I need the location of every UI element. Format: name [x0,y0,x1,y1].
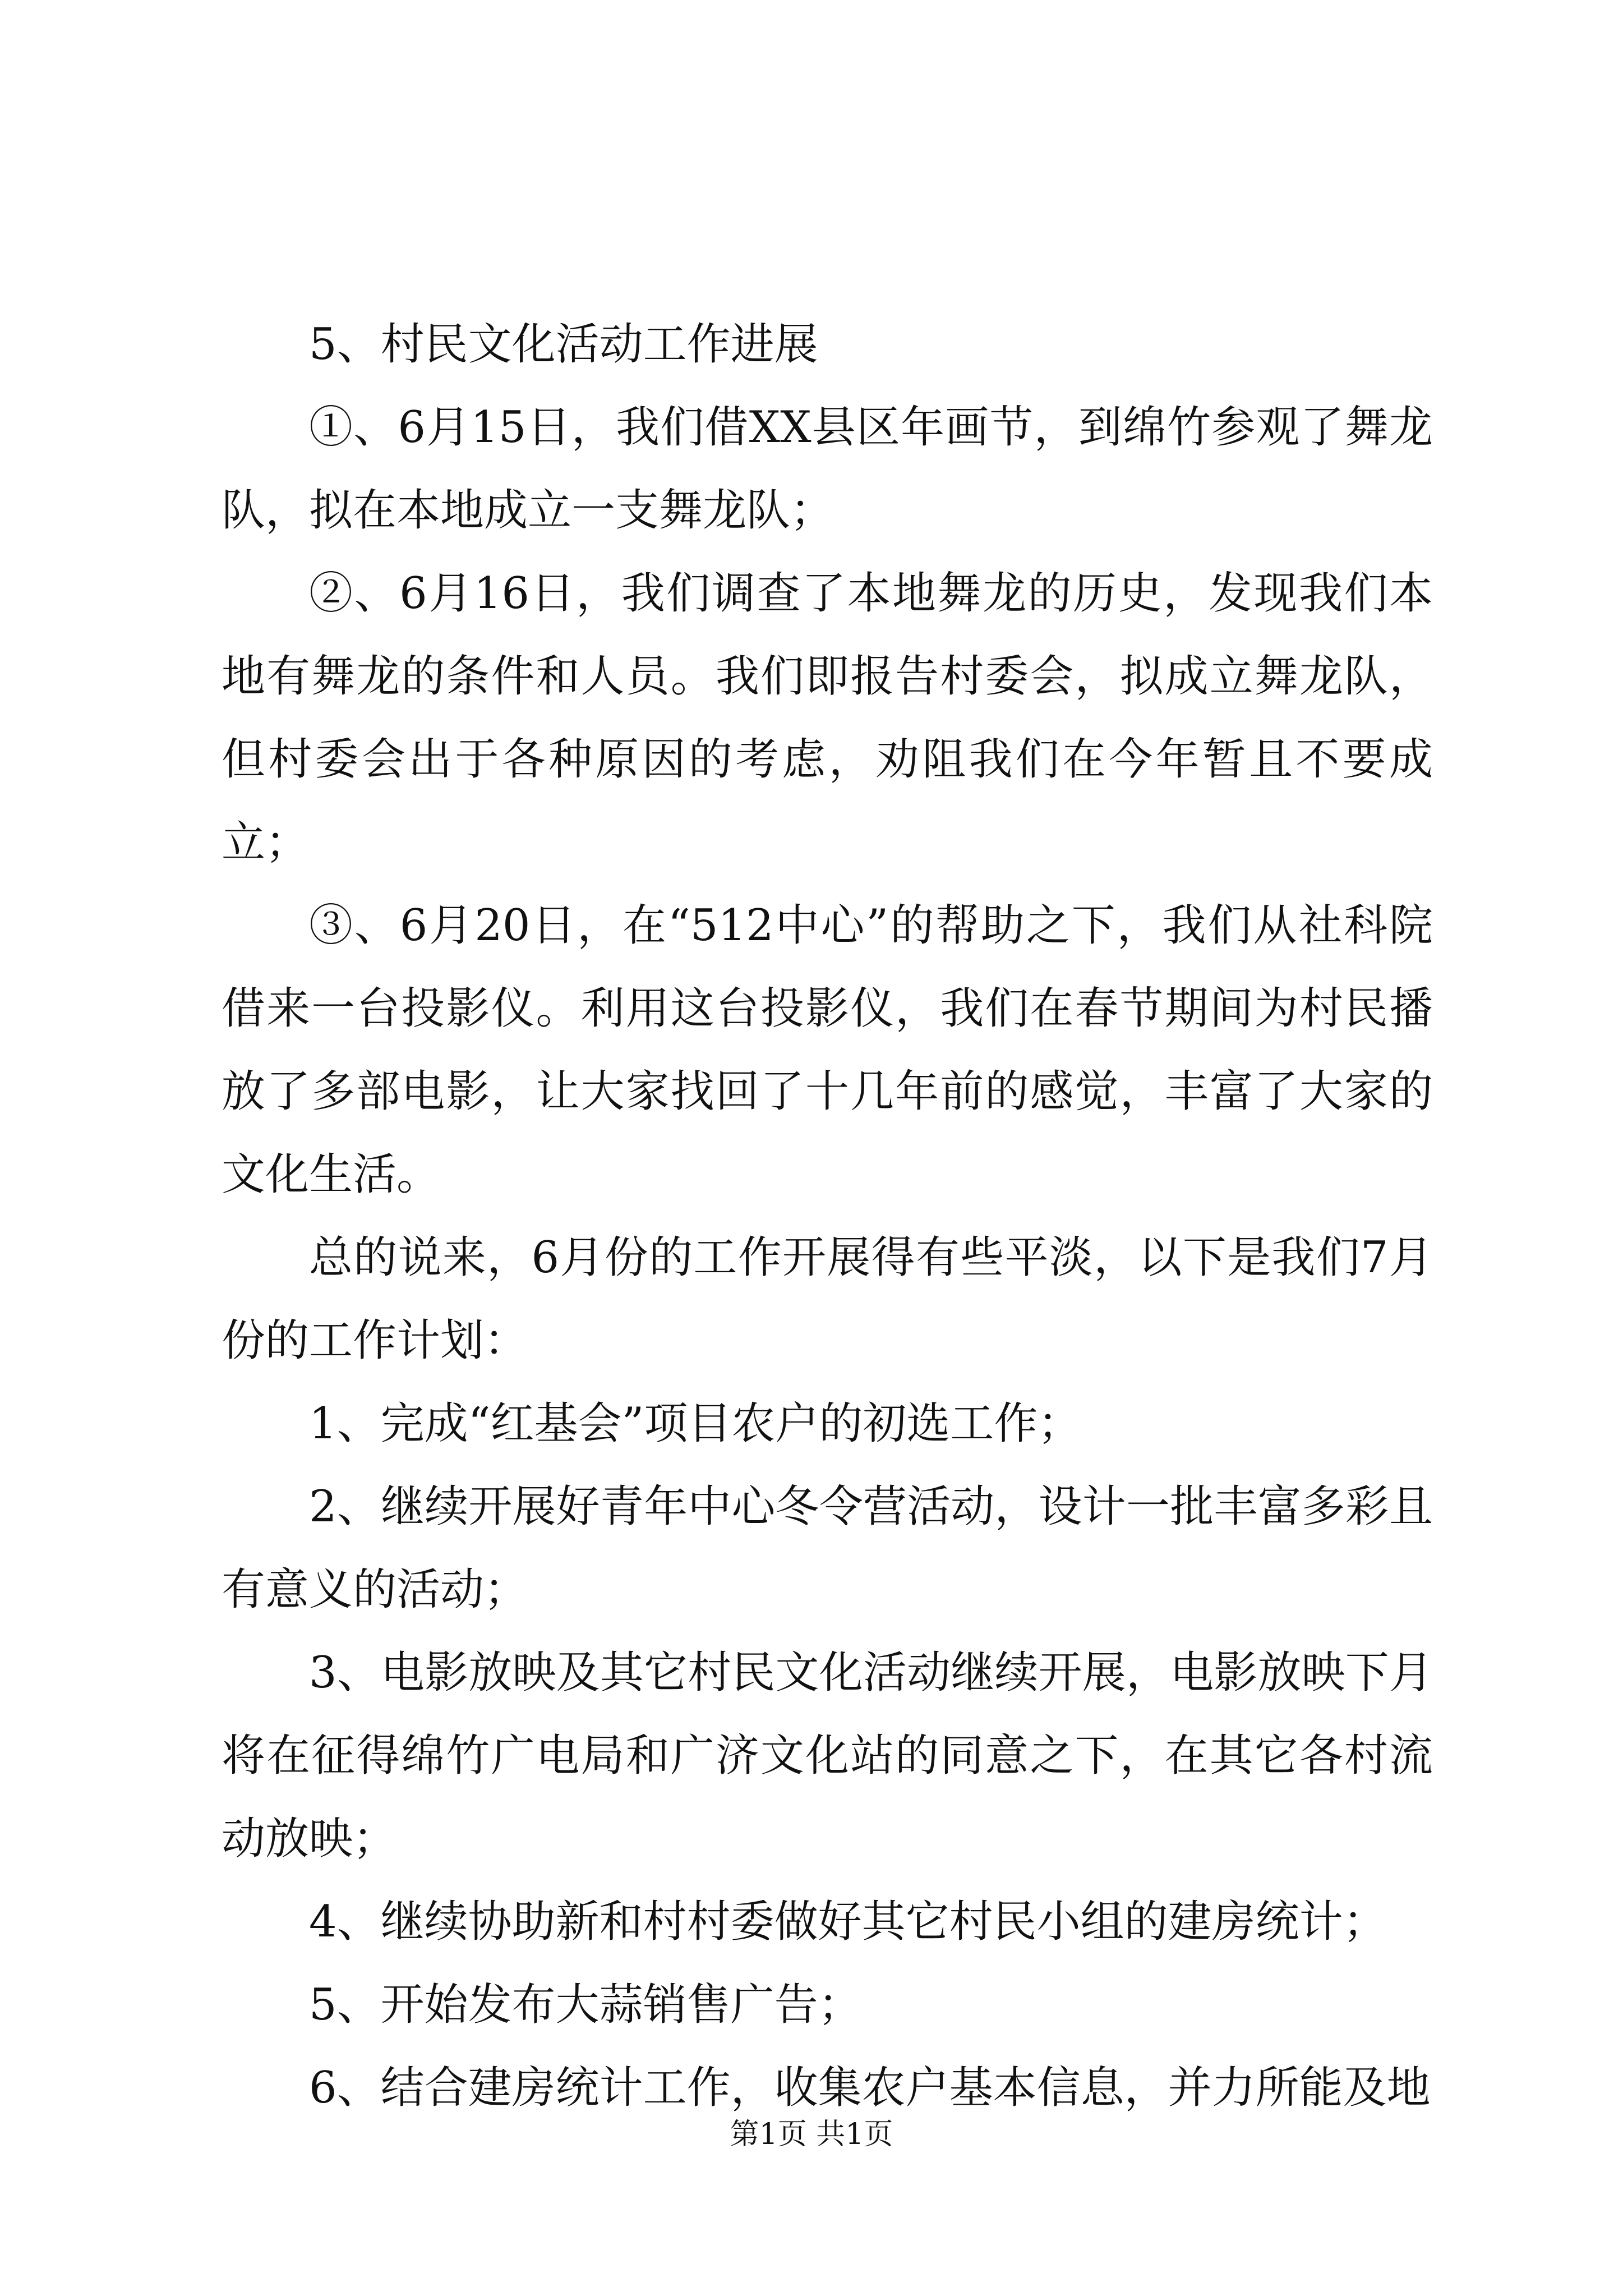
paragraph-1: 5、村民文化活动工作进展 [309,319,818,370]
paragraph-7: 2、继续开展好青年中心冬令营活动，设计一批丰富多彩且有意义的活动； [222,1481,1433,1615]
page-footer: 第1页 共1页 [730,2118,893,2151]
paragraph-5: 总的说来，6月份的工作开展得有些平淡，以下是我们7月份的工作计划： [222,1232,1433,1366]
paragraph-8: 3、电影放映及其它村民文化活动继续开展，电影放映下月将在征得绵竹广电局和广济文化站的同意之下，在其它各村流动放映； [222,1648,1433,1864]
document-body [222,303,1433,2129]
paragraph-10: 5、开始发布大蒜销售广告； [309,1980,862,2030]
paragraph-3: ②、6月16日，我们调查了本地舞龙的历史，发现我们本地有舞龙的条件和人员。我们即报告村委会，拟成立舞龙队，但村委会出于各种原因的考虑，劝阻我们在今年暂且不要成立； [222,568,1433,868]
paragraph-6: 1、完成“红基会”项目农户的初选工作； [309,1398,1082,1449]
paragraph-9: 4、继续协助新和村村委做好其它村民小组的建房统计； [309,1897,1387,1947]
paragraph-2: ①、6月15日，我们借XX县区年画节，到绵竹参观了舞龙队，拟在本地成立一支舞龙队； [222,402,1433,536]
paragraph-4: ③、6月20日，在“512中心”的帮助之下，我们从社科院借来一台投影仪。利用这台投影仪，我们在春节期间为村民播放了多部电影，让大家找回了十几年前的感觉，丰富了大家的文化生活。 [222,900,1433,1200]
paragraph-11: 6、结合建房统计工作，收集农户基本信息，并力所能及地 [309,2063,1431,2113]
